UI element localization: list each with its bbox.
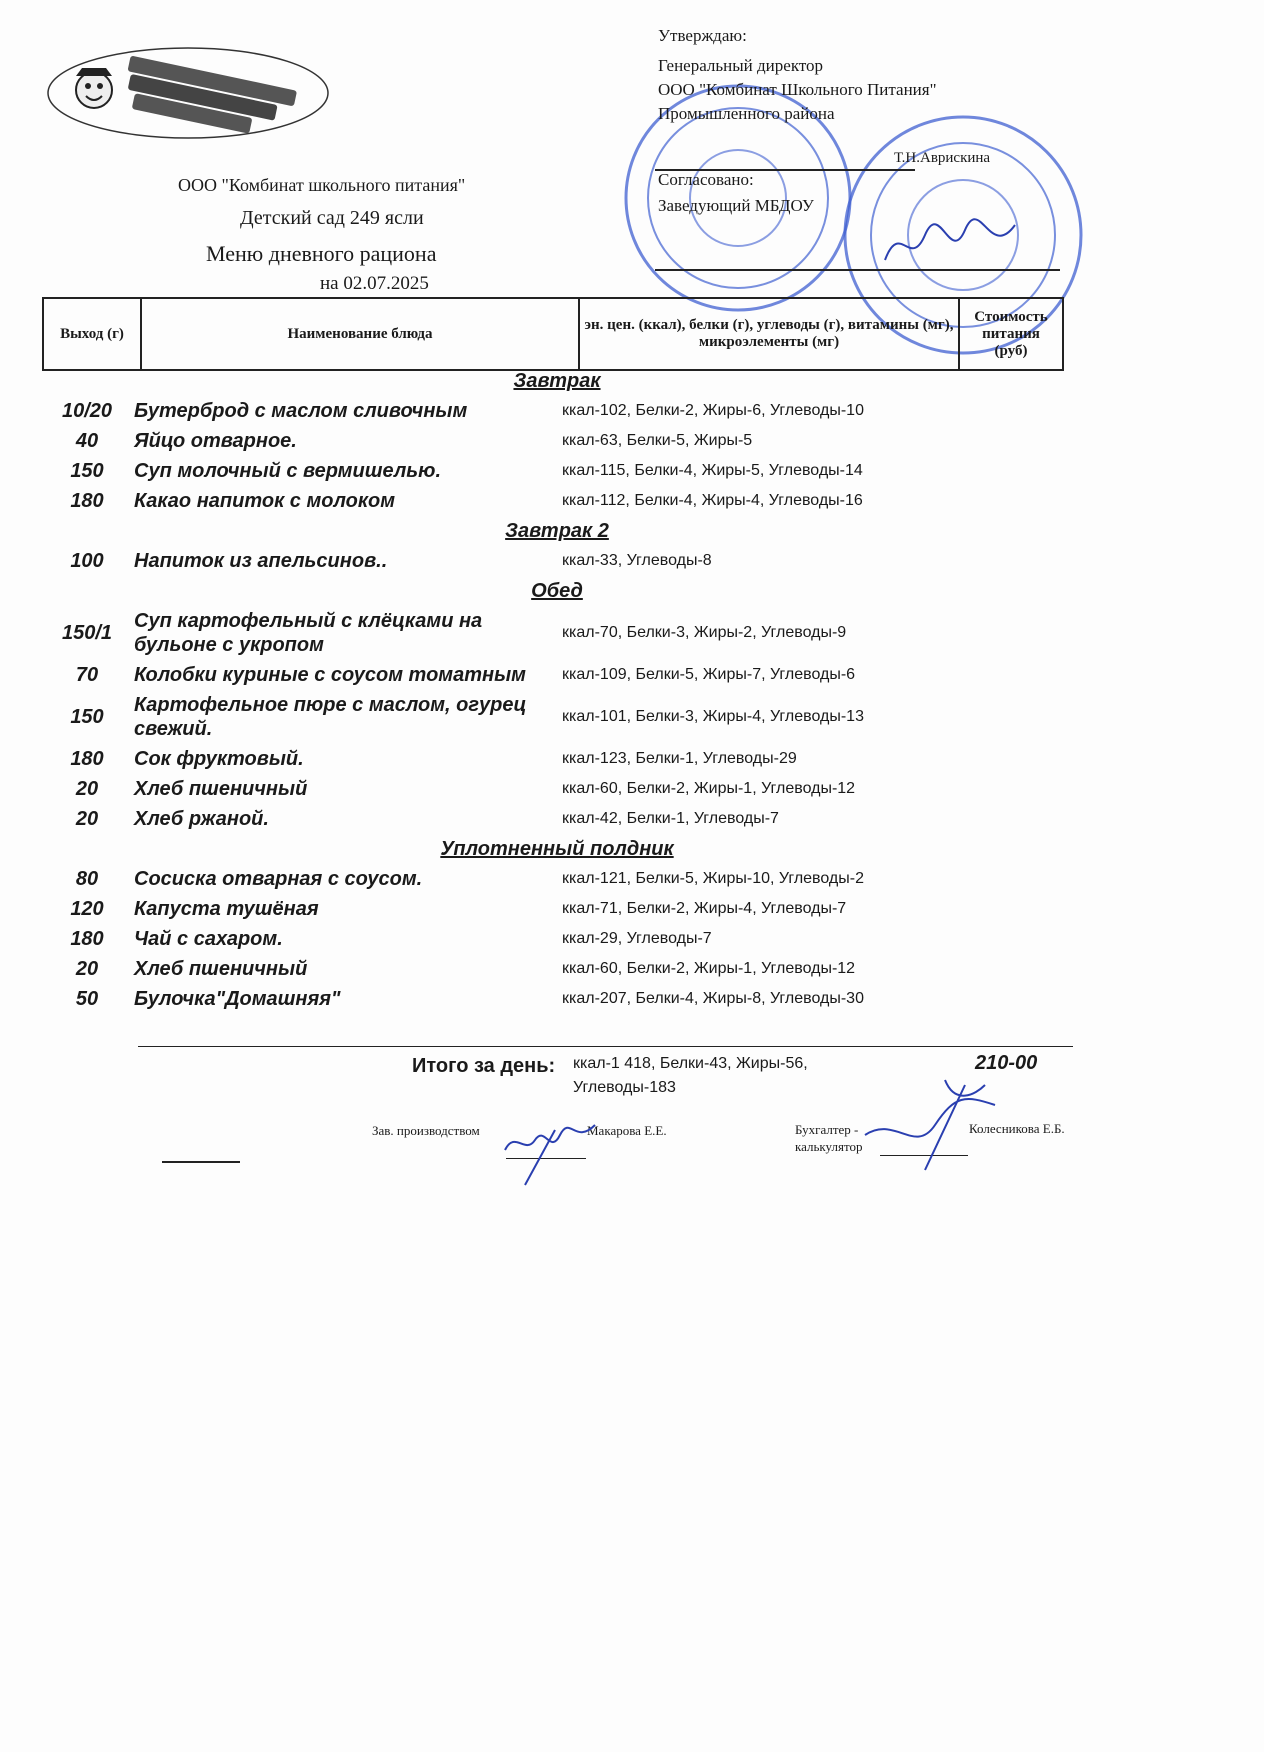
dish-output: 70 xyxy=(75,663,99,686)
menu-row xyxy=(42,546,1072,576)
dish-output: 20 xyxy=(75,957,99,980)
col-nutrition: эн. цен. (ккал), белки (г), углеводы (г), витамины (мг), микроэлементы (мг) xyxy=(579,298,959,370)
kindergarten-name: Детский сад 249 ясли xyxy=(240,207,424,229)
dish-output: 150 xyxy=(70,459,104,482)
dish-nutrition: ккал-60, Белки-2, Жиры-1, Углеводы-12 xyxy=(562,960,856,977)
signature-line xyxy=(655,169,915,171)
dish-nutrition: ккал-60, Белки-2, Жиры-1, Углеводы-12 xyxy=(562,780,856,797)
col-output: Выход (г) xyxy=(43,298,141,370)
menu-row xyxy=(42,606,1072,660)
dish-name: Картофельное пюре с маслом, огурец свежий. xyxy=(134,694,527,740)
menu-row xyxy=(42,804,1072,834)
dish-nutrition: ккал-42, Белки-1, Углеводы-7 xyxy=(562,810,779,827)
dish-name: Сосиска отварная с соусом. xyxy=(134,868,423,890)
company-name: ООО "Комбинат школьного питания" xyxy=(178,175,466,195)
dish-output: 100 xyxy=(70,549,104,572)
dish-name: Булочка"Домашняя" xyxy=(134,988,341,1010)
menu-row xyxy=(42,984,1072,1014)
dish-nutrition: ккал-70, Белки-3, Жиры-2, Углеводы-9 xyxy=(562,624,847,641)
dish-name: Какао напиток с молоком xyxy=(134,490,395,512)
menu-row xyxy=(42,660,1072,690)
production-signature xyxy=(495,1110,605,1190)
dish-name: Колобки куриные с соусом томатным xyxy=(134,664,526,686)
dish-output: 180 xyxy=(70,489,104,512)
approval-line: Утверждаю: xyxy=(658,26,747,45)
section-title: Обед xyxy=(531,580,583,602)
production-label: Зав. производством xyxy=(372,1123,480,1138)
menu-row xyxy=(42,924,1072,954)
dish-output: 120 xyxy=(70,897,104,920)
agreed-label: Согласовано: xyxy=(658,170,754,189)
dish-nutrition: ккал-109, Белки-5, Жиры-7, Углеводы-6 xyxy=(562,666,856,683)
total-cost: 210-00 xyxy=(975,1052,1038,1074)
dish-nutrition: ккал-121, Белки-5, Жиры-10, Углеводы-2 xyxy=(562,870,864,887)
accountant-label: Бухгалтер - калькулятор xyxy=(795,1122,863,1154)
dish-output: 80 xyxy=(75,867,99,890)
head-title: Заведующий МБДОУ xyxy=(658,196,814,215)
approval-line: ООО "Комбинат Школьного Питания" xyxy=(658,80,937,99)
total-nutrition: ккал-1 418, Белки-43, Жиры-56, Углеводы-183 xyxy=(573,1055,808,1096)
menu-rows xyxy=(42,366,1072,1014)
dish-output: 20 xyxy=(75,807,99,830)
dish-output: 10/20 xyxy=(61,399,113,422)
dish-name: Хлеб пшеничный xyxy=(134,778,308,800)
dish-nutrition: ккал-123, Белки-1, Углеводы-29 xyxy=(562,750,797,767)
dish-name: Сок фруктовый. xyxy=(134,748,304,770)
menu-row xyxy=(42,426,1072,456)
menu-row xyxy=(42,690,1072,744)
director-name: Т.Н.Аврискина xyxy=(894,150,991,166)
dish-nutrition: ккал-207, Белки-4, Жиры-8, Углеводы-30 xyxy=(562,990,864,1007)
menu-title: Меню дневного рациона xyxy=(206,241,437,266)
company-logo xyxy=(46,46,330,140)
menu-date: на 02.07.2025 xyxy=(320,273,429,294)
dish-nutrition: ккал-63, Белки-5, Жиры-5 xyxy=(562,432,753,449)
dish-nutrition: ккал-71, Белки-2, Жиры-4, Углеводы-7 xyxy=(562,900,847,917)
signature-line xyxy=(162,1161,240,1163)
dish-name: Капуста тушёная xyxy=(134,898,319,920)
dish-name: Хлеб пшеничный xyxy=(134,958,308,980)
menu-row xyxy=(42,486,1072,516)
col-cost: Стоимость питания (руб) xyxy=(959,298,1063,370)
dish-name: Суп картофельный с клёцками на бульоне с укропом xyxy=(134,610,483,656)
accountant-signature xyxy=(855,1075,1005,1175)
dish-nutrition: ккал-33, Углеводы-8 xyxy=(562,552,712,569)
dish-output: 150/1 xyxy=(61,621,113,644)
dish-name: Хлеб ржаной. xyxy=(134,808,269,830)
menu-row xyxy=(42,894,1072,924)
total-label: Итого за день: xyxy=(412,1055,556,1077)
menu-row xyxy=(42,396,1072,426)
menu-row xyxy=(42,456,1072,486)
approval-line: Промышленного района xyxy=(658,104,835,123)
menu-table-header xyxy=(42,297,1064,371)
dish-name: Бутерброд с маслом сливочным xyxy=(134,400,468,422)
dish-name: Напиток из апельсинов.. xyxy=(134,550,388,572)
dish-nutrition: ккал-102, Белки-2, Жиры-6, Углеводы-10 xyxy=(562,402,864,419)
section-title: Завтрак 2 xyxy=(505,520,609,542)
production-name: Макарова Е.Е. xyxy=(587,1123,667,1138)
dish-nutrition: ккал-101, Белки-3, Жиры-4, Углеводы-13 xyxy=(562,708,864,725)
menu-row xyxy=(42,954,1072,984)
menu-row xyxy=(42,864,1072,894)
col-dish: Наименование блюда xyxy=(141,298,579,370)
dish-output: 150 xyxy=(70,705,104,728)
signature-line xyxy=(655,269,1060,271)
dish-name: Чай с сахаром. xyxy=(134,928,283,950)
section-title: Уплотненный полдник xyxy=(440,838,674,860)
section-title: Завтрак xyxy=(513,370,601,392)
dish-nutrition: ккал-115, Белки-4, Жиры-5, Углеводы-14 xyxy=(562,462,863,479)
dish-name: Суп молочный с вермишелью. xyxy=(134,460,442,482)
approval-block xyxy=(658,24,937,218)
dish-output: 50 xyxy=(75,987,99,1010)
dish-output: 20 xyxy=(75,777,99,800)
menu-row xyxy=(42,774,1072,804)
menu-row xyxy=(42,744,1072,774)
dish-nutrition: ккал-29, Углеводы-7 xyxy=(562,930,712,947)
dish-output: 180 xyxy=(70,927,104,950)
dish-output: 180 xyxy=(70,747,104,770)
total-line xyxy=(138,1046,1073,1047)
dish-name: Яйцо отварное. xyxy=(134,430,297,452)
approval-line: Генеральный директор xyxy=(658,56,824,75)
accountant-name: Колесникова Е.Б. xyxy=(969,1121,1065,1136)
dish-nutrition: ккал-112, Белки-4, Жиры-4, Углеводы-16 xyxy=(562,492,863,509)
dish-output: 40 xyxy=(75,429,99,452)
